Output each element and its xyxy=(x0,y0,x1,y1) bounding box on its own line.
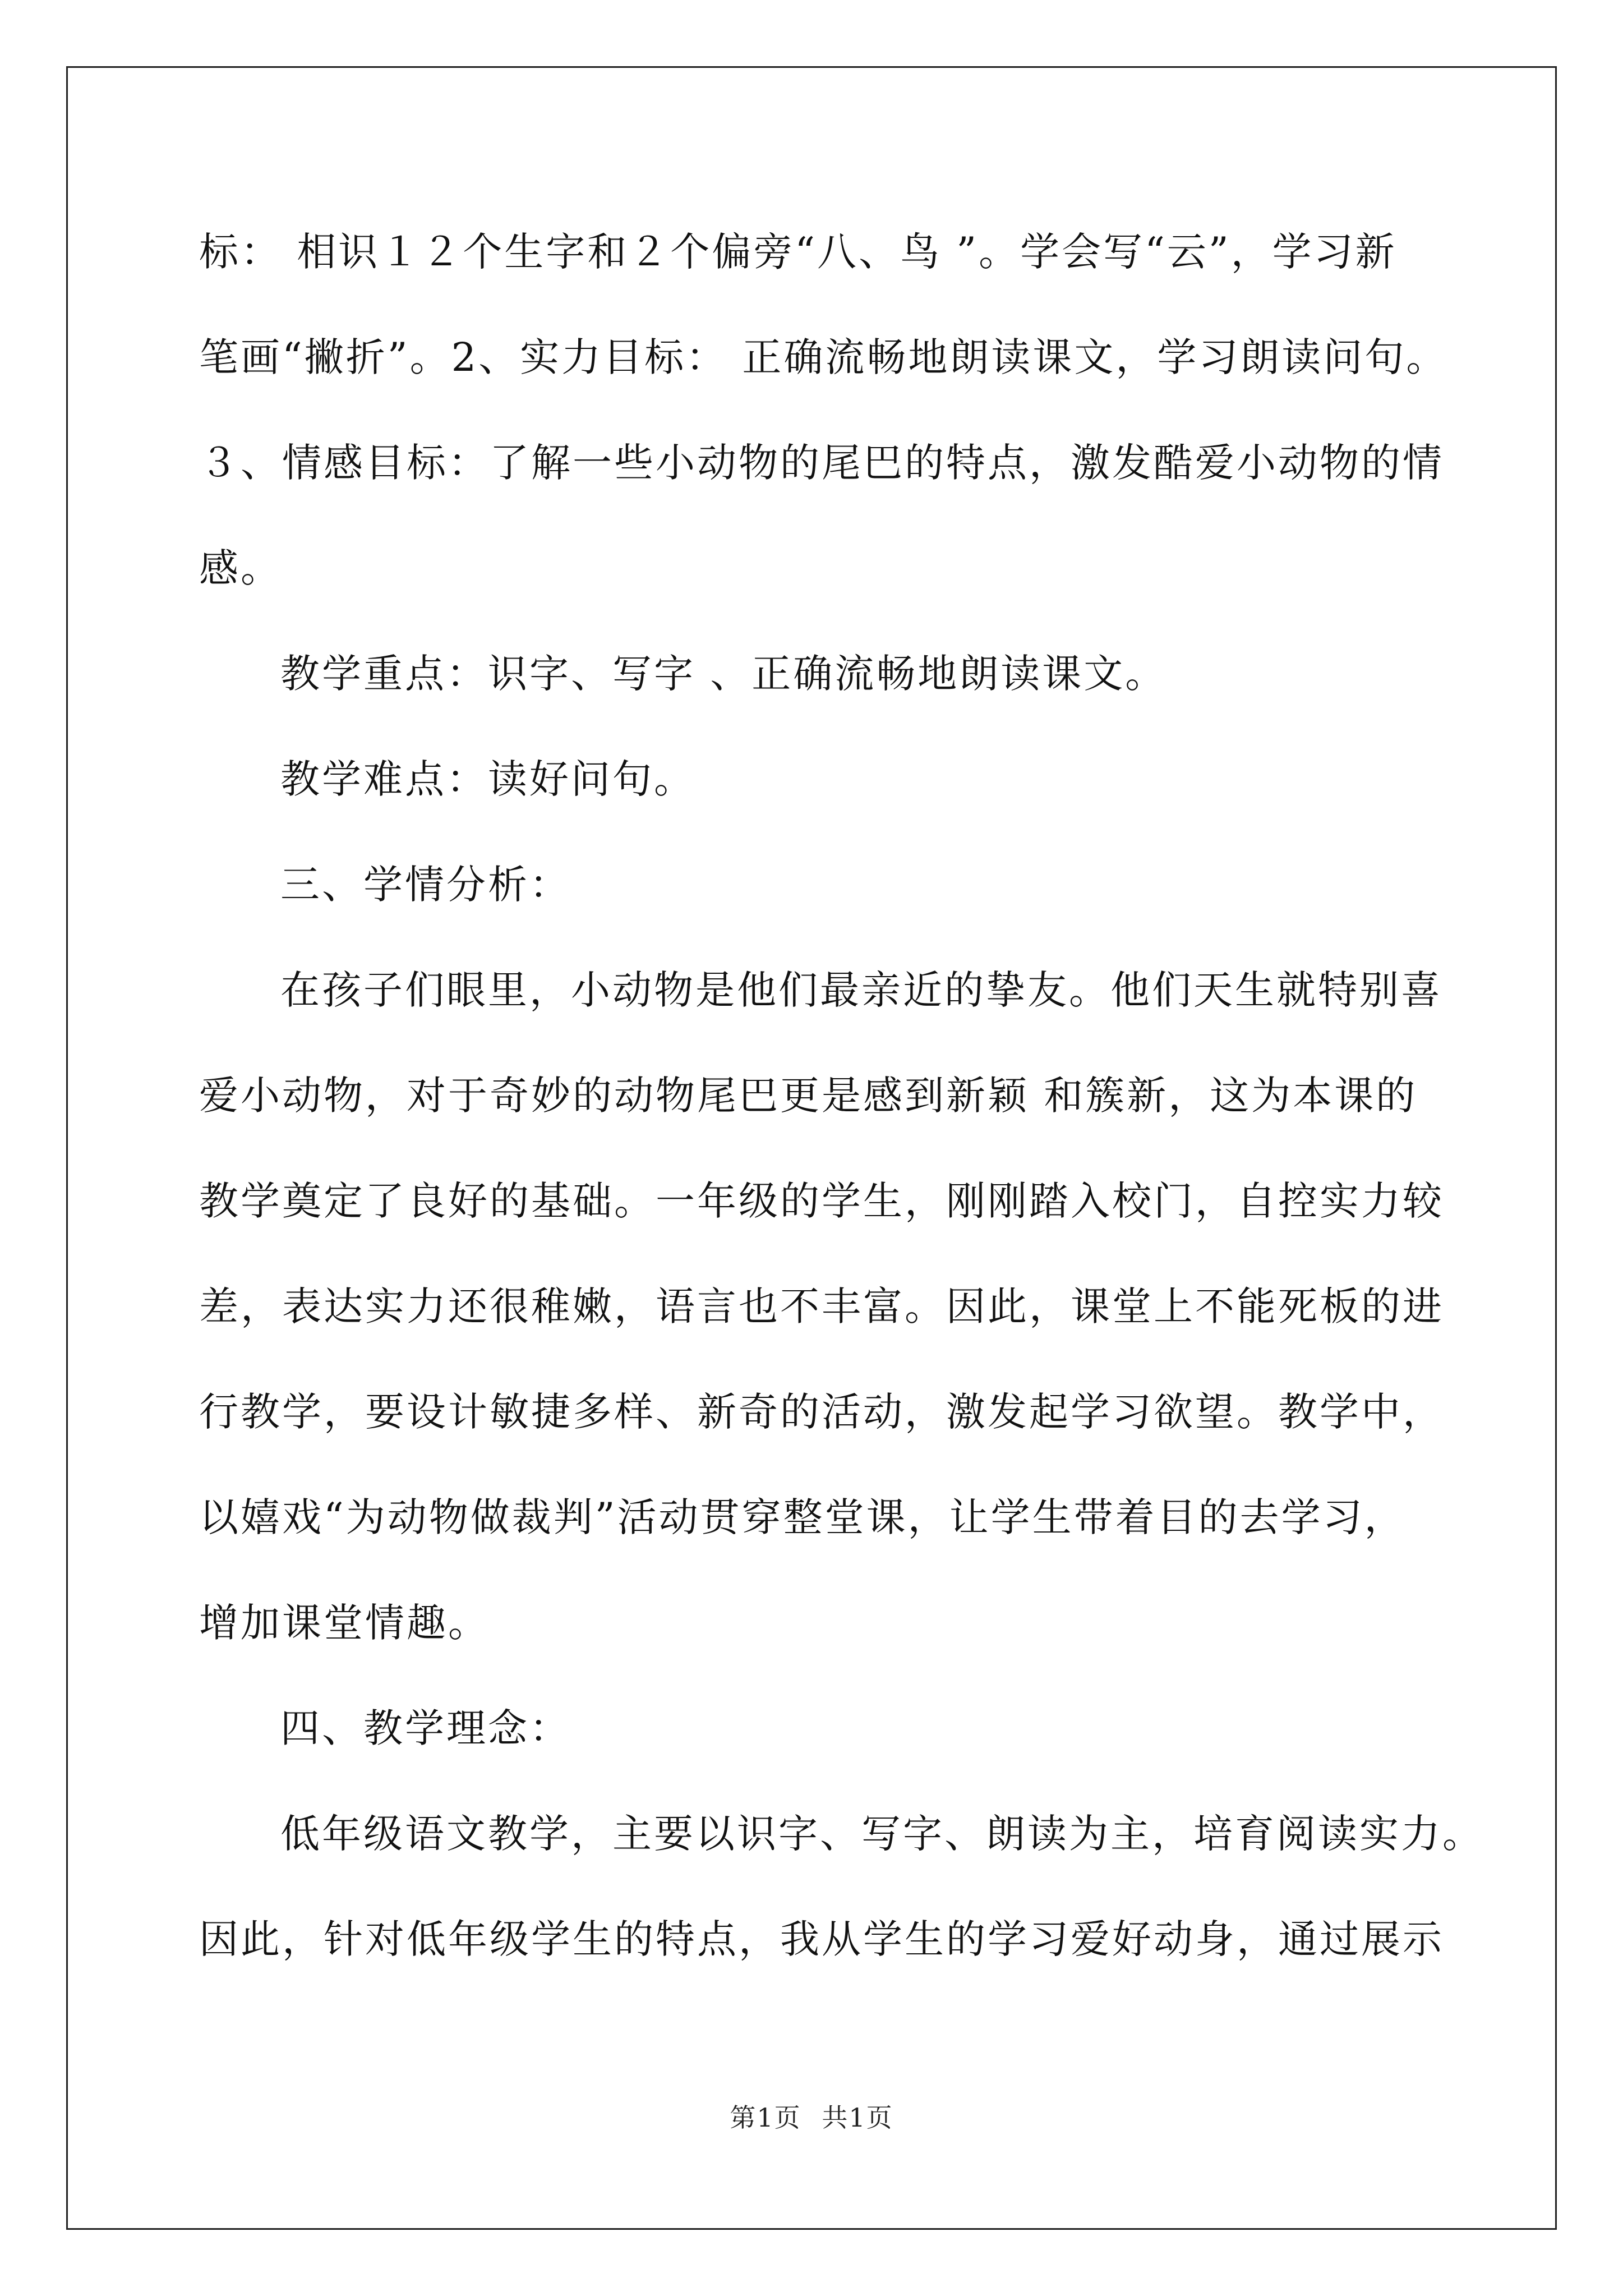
body-line-6: 教学难点：读好问句。 xyxy=(280,756,695,802)
section-heading-4: 四、教学理念： xyxy=(280,1705,571,1751)
body-line-11: 差，表达实力还很稚嫩，语言也不丰富。因此，课堂上不能死板的进 xyxy=(199,1283,1444,1329)
body-line-17: 因此，针对低年级学生的特点，我从学生的学习爱好动身，通过展示 xyxy=(199,1916,1444,1962)
body-line-9: 爱小动物，对于奇妙的动物尾巴更是感到新颖 和簇新，这为本课的 xyxy=(199,1073,1418,1119)
body-line-13: 以嬉戏“为动物做裁判”活动贯穿整堂课，让学生带着目的去学习， xyxy=(199,1494,1406,1540)
body-line-16: 低年级语文教学，主要以识字、写字、朗读为主，培育阅读实力。 xyxy=(280,1811,1484,1857)
page-border xyxy=(66,66,1557,2230)
body-line-12: 行教学，要设计敏捷多样、新奇的活动，激发起学习欲望。教学中， xyxy=(199,1389,1444,1435)
page-total: 共1页 xyxy=(822,2102,893,2133)
body-line-4: 感。 xyxy=(199,545,282,591)
body-line-8: 在孩子们眼里，小动物是他们最亲近的挚友。他们天生就特别喜 xyxy=(280,967,1442,1013)
body-line-10: 教学奠定了良好的基础。一年级的学生，刚刚踏入校门，自控实力较 xyxy=(199,1178,1444,1224)
body-line-3: ３、情感目标：了解一些小动物的尾巴的特点，激发酷爱小动物的情 xyxy=(199,440,1444,486)
body-line-2: 笔画“撇折”。2、实力目标： 正确流畅地朗读课文，学习朗读问句。 xyxy=(199,334,1448,380)
body-line-1: 标： 相识１２个生字和２个偏旁“八、鸟 ”。学会写“云”，学习新 xyxy=(199,229,1397,275)
page-footer xyxy=(0,2101,1623,2134)
body-line-14: 增加课堂情趣。 xyxy=(199,1600,490,1646)
page-number: 第1页 xyxy=(730,2102,801,2133)
body-line-5: 教学重点：识字、写字 、正确流畅地朗读课文。 xyxy=(280,651,1167,697)
section-heading-3: 三、学情分析： xyxy=(280,862,571,908)
